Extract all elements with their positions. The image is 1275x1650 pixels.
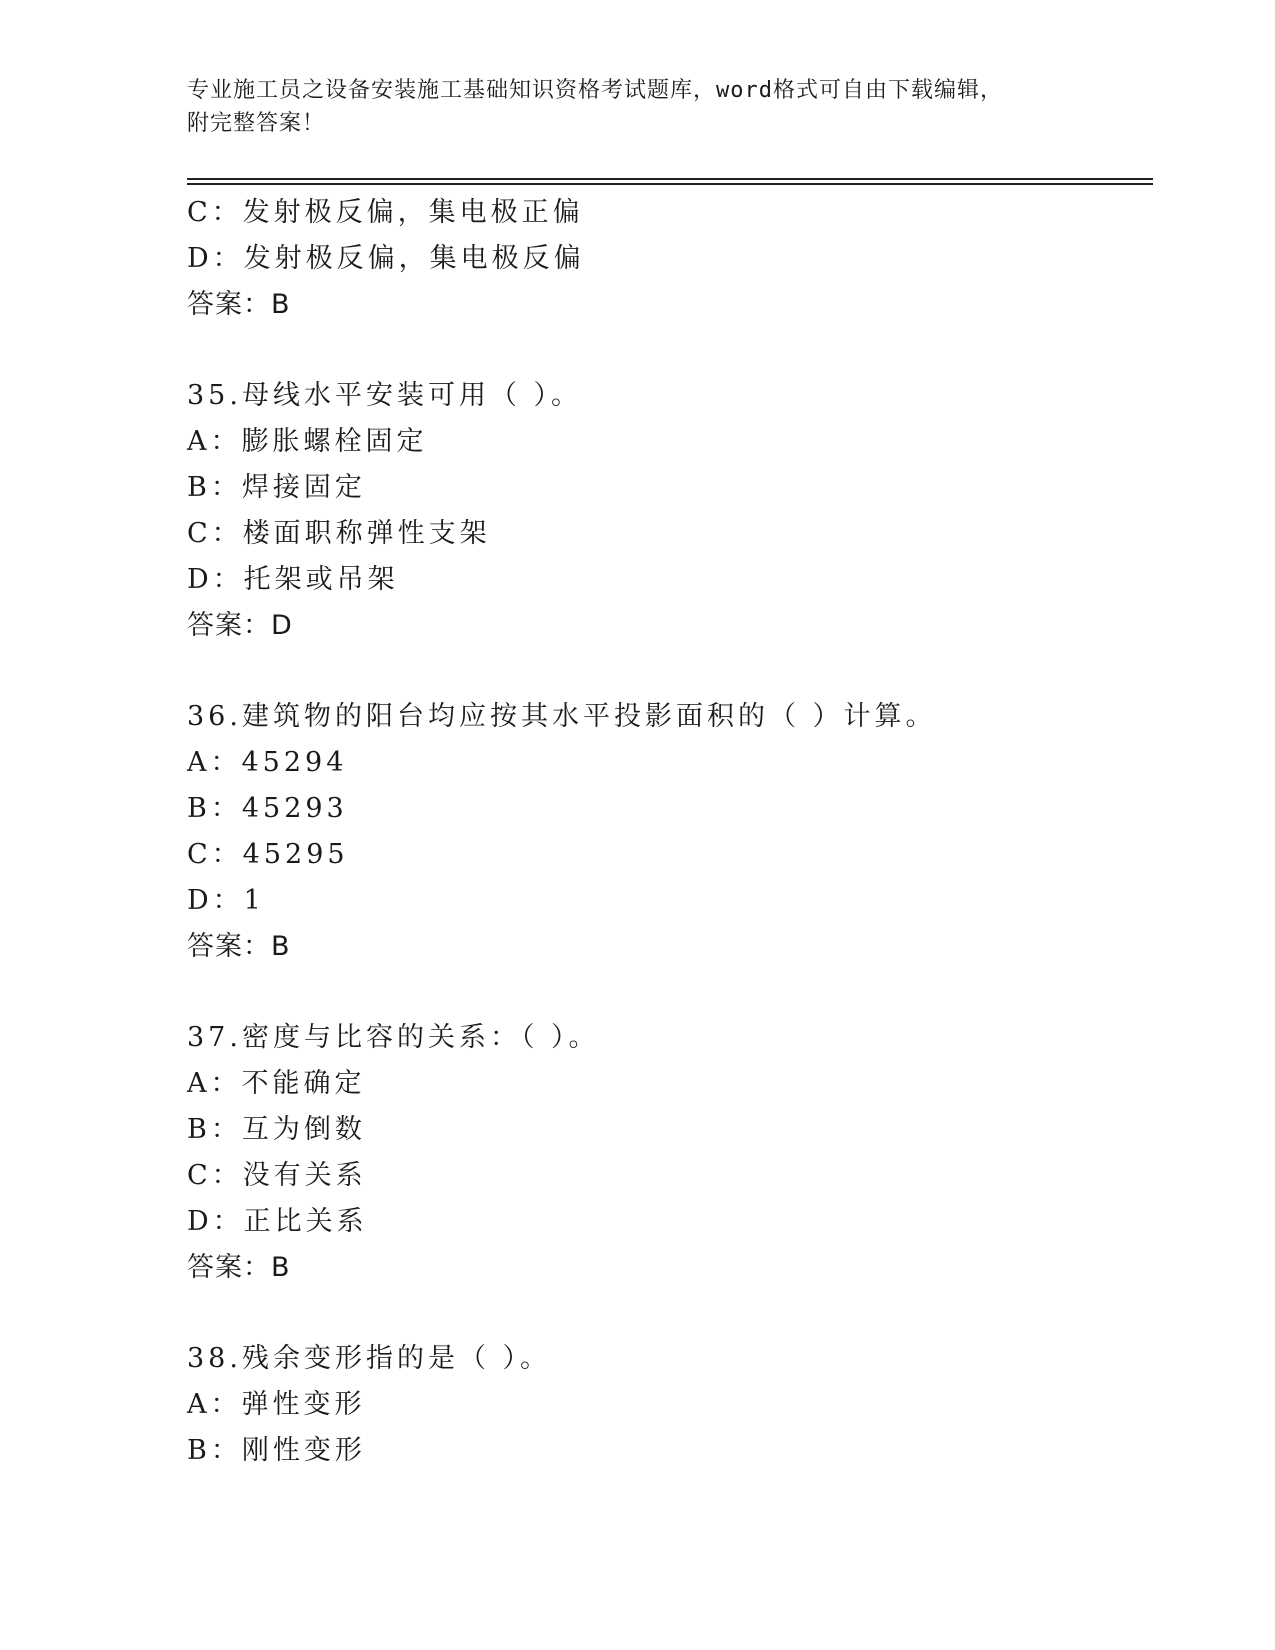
option-c: C：没有关系 bbox=[187, 1160, 367, 1191]
question-block-35 bbox=[187, 373, 1153, 649]
question-block-34 bbox=[187, 190, 1153, 328]
header-divider-bottom bbox=[187, 183, 1153, 185]
option-c: C：楼面职称弹性支架 bbox=[187, 518, 491, 549]
option-d: D：1 bbox=[187, 885, 265, 916]
option-a: A：弹性变形 bbox=[187, 1389, 366, 1420]
document-header bbox=[187, 74, 1087, 140]
option-b: B：45293 bbox=[187, 793, 348, 824]
answer-line: 答案：B bbox=[187, 931, 291, 962]
spacer bbox=[187, 970, 1153, 1015]
question-stem: 36.建筑物的阳台均应按其水平投影面积的（ ）计算。 bbox=[187, 701, 937, 732]
option-a: A：不能确定 bbox=[187, 1068, 366, 1099]
option-c: C：发射极反偏，集电极正偏 bbox=[187, 197, 584, 228]
option-a: A：45294 bbox=[187, 747, 348, 778]
question-list bbox=[187, 190, 1153, 1474]
option-a: A：膨胀螺栓固定 bbox=[187, 426, 428, 457]
answer-line: 答案：B bbox=[187, 289, 291, 320]
option-d: D：托架或吊架 bbox=[187, 564, 399, 595]
question-stem: 38.残余变形指的是（ ）。 bbox=[187, 1343, 552, 1374]
option-b: B：焊接固定 bbox=[187, 472, 366, 503]
option-d: D：发射极反偏，集电极反偏 bbox=[187, 243, 585, 274]
header-line-2: 附完整答案！ bbox=[187, 111, 326, 136]
question-stem: 37.密度与比容的关系：（ ）。 bbox=[187, 1022, 600, 1053]
question-block-38 bbox=[187, 1336, 1153, 1474]
spacer bbox=[187, 1291, 1153, 1336]
option-b: B：刚性变形 bbox=[187, 1435, 366, 1466]
spacer bbox=[187, 649, 1153, 694]
option-c: C：45295 bbox=[187, 839, 349, 870]
option-d: D：正比关系 bbox=[187, 1206, 368, 1237]
header-line-1: 专业施工员之设备安装施工基础知识资格考试题库，word格式可自由下载编辑， bbox=[187, 78, 1003, 103]
option-b: B：互为倒数 bbox=[187, 1114, 366, 1145]
answer-line: 答案：B bbox=[187, 1252, 291, 1283]
question-stem: 35.母线水平安装可用（ ）。 bbox=[187, 380, 583, 411]
spacer bbox=[187, 328, 1153, 373]
question-block-37 bbox=[187, 1015, 1153, 1291]
header-divider-top bbox=[187, 178, 1153, 180]
question-block-36 bbox=[187, 694, 1153, 970]
answer-line: 答案：D bbox=[187, 610, 293, 641]
